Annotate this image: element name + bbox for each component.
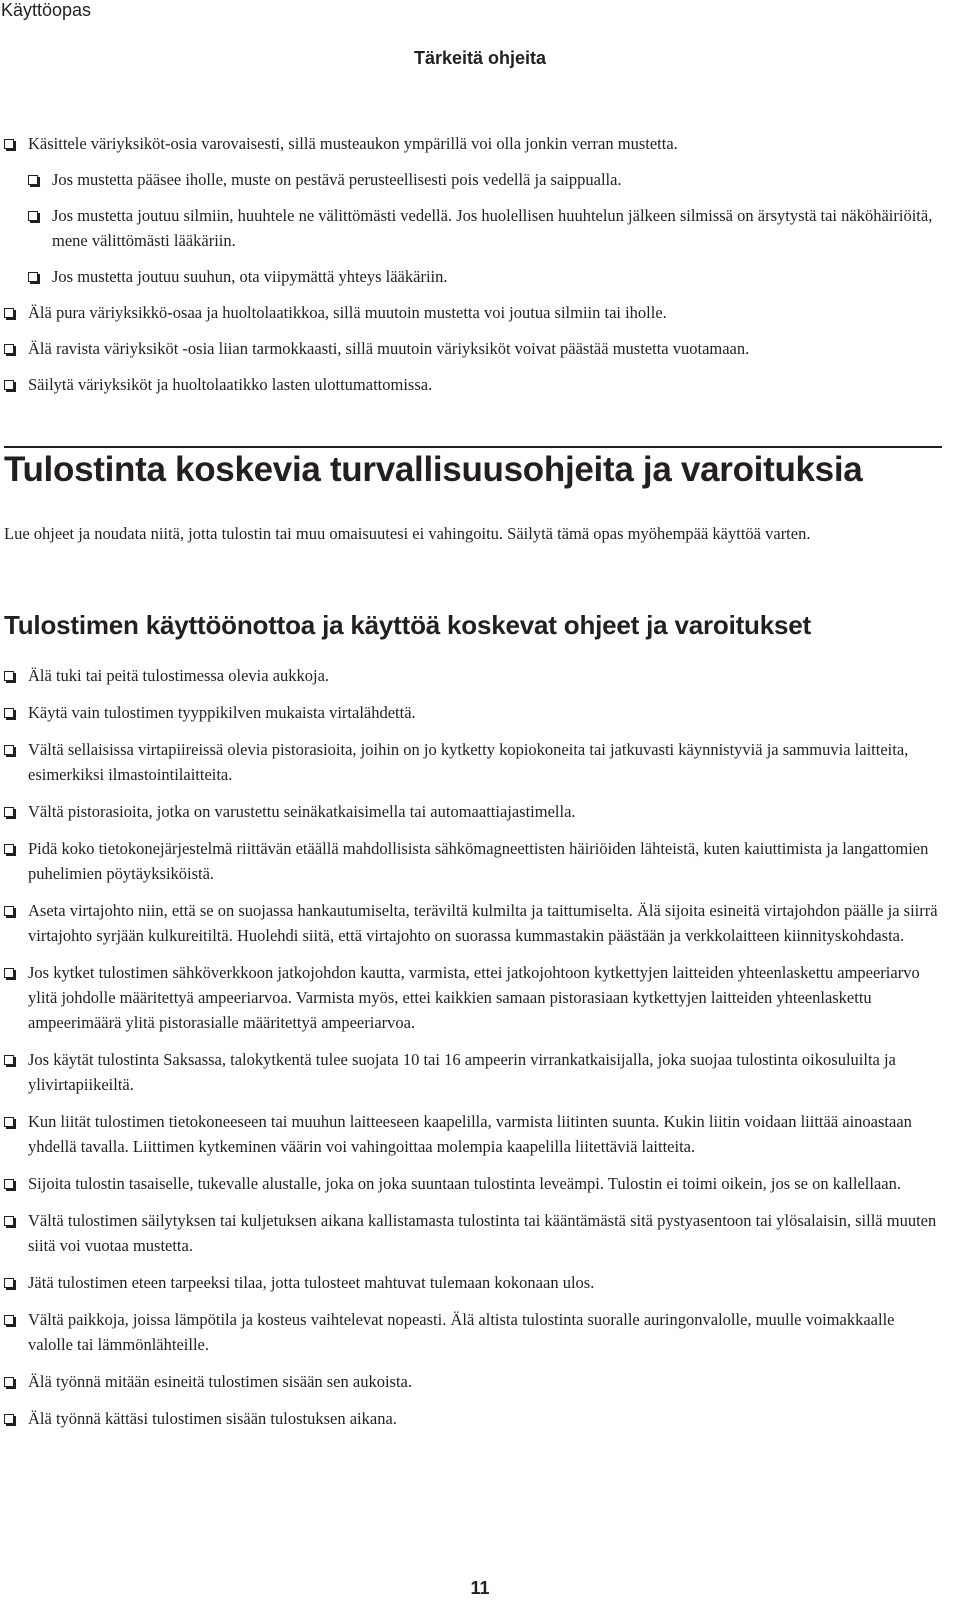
list-item-text: Vältä sellaisissa virtapiireissä olevia pistorasioita, joihin on jo kytketty kopiokoneita tai jatkuvasti käynnistyviä ja sammuvia laitteita, esimerkiksi ilmastointilaitteita. xyxy=(28,740,909,784)
list-item xyxy=(4,1208,942,1258)
list-item-text: Jos mustetta joutuu silmiin, huuhtele ne välittömästi vedellä. Jos huolellisen huuhtelun jälkeen silmissä on ärsytystä tai näköhäiriöitä, mene välittömästi lääkäriin. xyxy=(52,206,933,250)
list-item-text: Jos käytät tulostinta Saksassa, talokytkentä tulee suojata 10 tai 16 ampeerin virrankatkaisijalla, joka suojaa tulostinta oikosuluilta ja ylivirtapiikeiltä. xyxy=(28,1050,896,1094)
list-item-text: Jos mustetta pääsee iholle, muste on pestävä perusteellisesti pois vedellä ja saippualla. xyxy=(52,170,622,189)
list-item xyxy=(28,264,942,289)
list-item xyxy=(28,167,942,192)
checkbox-bullet-icon xyxy=(28,175,38,185)
list-item-text: Säilytä väriyksiköt ja huoltolaatikko lasten ulottumattomissa. xyxy=(28,375,433,394)
section-header: Tärkeitä ohjeita xyxy=(413,48,547,68)
list-item xyxy=(4,898,942,948)
checkbox-bullet-icon xyxy=(4,1216,14,1226)
list-item xyxy=(4,1270,942,1295)
list-item-text: Sijoita tulostin tasaiselle, tukevalle alustalle, joka on joka suuntaan tulostinta leveämpi. Tulostin ei toimi oikein, jos se on kallellaan. xyxy=(28,1174,901,1193)
list-item xyxy=(4,1109,942,1159)
main-heading: Tulostinta koskevia turvallisuusohjeita ja varoituksia xyxy=(4,450,863,489)
intro-paragraph: Lue ohjeet ja noudata niitä, jotta tulostin tai muu omaisuutesi ei vahingoitu. Säilytä tämä opas myöhempää käyttöä varten. xyxy=(4,524,811,543)
checkbox-bullet-icon xyxy=(4,1377,14,1387)
list-item-text: Älä pura väriyksikkö-osaa ja huoltolaatikkoa, sillä muutoin mustetta voi joutua silmiin tai iholle. xyxy=(28,303,667,322)
list-item xyxy=(4,1047,942,1097)
checkbox-bullet-icon xyxy=(4,308,14,318)
list-item-text: Vältä paikkoja, joissa lämpötila ja kosteus vaihtelevat nopeasti. Älä altista tulostinta suoralle auringonvalolle, muulle voimakkaalle valolle tai lämmönlähteille. xyxy=(28,1310,895,1354)
list-item-text: Jätä tulostimen eteen tarpeeksi tilaa, jotta tulosteet mahtuvat tulemaan kokonaan ulos. xyxy=(28,1273,595,1292)
checkbox-bullet-icon xyxy=(4,968,14,978)
sub-heading: Tulostimen käyttöönottoa ja käyttöä koskevat ohjeet ja varoitukset xyxy=(4,610,811,640)
checkbox-bullet-icon xyxy=(4,745,14,755)
checkbox-bullet-icon xyxy=(4,1414,14,1424)
list-item-text: Älä tuki tai peitä tulostimessa olevia aukkoja. xyxy=(28,666,330,685)
checkbox-bullet-icon xyxy=(4,1315,14,1325)
section-divider xyxy=(4,446,942,448)
list-item xyxy=(4,300,942,325)
checkbox-bullet-icon xyxy=(4,906,14,916)
list-item-text: Aseta virtajohto niin, että se on suojassa hankautumiselta, teräviltä kulmilta ja taittumiselta. Älä sijoita esineitä virtajohdon päälle ja siirrä virtajohto syrjään kulkureitiltä. Huolehdi siitä, että virtajohto on suorassa kummastakin päästään ja verkkolaitteen kiinnityskohdasta. xyxy=(28,901,938,945)
checkbox-bullet-icon xyxy=(4,1179,14,1189)
checkbox-bullet-icon xyxy=(4,344,14,354)
checkbox-bullet-icon xyxy=(28,272,38,282)
list-item xyxy=(4,737,942,787)
checkbox-bullet-icon xyxy=(28,211,38,221)
checkbox-bullet-icon xyxy=(4,708,14,718)
list-item xyxy=(4,836,942,886)
list-item-text: Jos mustetta joutuu suuhun, ota viipymättä yhteys lääkäriin. xyxy=(52,267,448,286)
list-item-text: Älä työnnä mitään esineitä tulostimen sisään sen aukoista. xyxy=(28,1372,412,1391)
checkbox-bullet-icon xyxy=(4,671,14,681)
running-header: Käyttöopas xyxy=(1,0,92,20)
list-item xyxy=(4,799,942,824)
list-item xyxy=(4,1171,942,1196)
list-item-text: Jos kytket tulostimen sähköverkkoon jatkojohdon kautta, varmista, ettei jatkojohtoon kytkettyjen laitteiden yhteenlaskettu ampeeriarvo ylitä johdolle määritettyä ampeeriarvoa. Varmista myös, ettei kaikkien samaan pistorasiaan kytkettyjen laitteiden yhteenlaskettu ampeerimäärä ylitä pistorasialle määritettyä ampeeriarvoa. xyxy=(28,963,920,1032)
list-item-text: Älä työnnä kättäsi tulostimen sisään tulostuksen aikana. xyxy=(28,1409,397,1428)
list-item xyxy=(4,1406,942,1431)
page-number: 11 xyxy=(470,1578,490,1598)
list-item xyxy=(4,663,942,688)
list-item xyxy=(28,203,942,253)
list-item-text: Käytä vain tulostimen tyyppikilven mukaista virtalähdettä. xyxy=(28,703,416,722)
list-item-text: Vältä pistorasioita, jotka on varustettu seinäkatkaisimella tai automaattiajastimella. xyxy=(28,802,576,821)
ink-safety-list xyxy=(4,131,942,408)
list-item-text: Käsittele väriyksiköt-osia varovaisesti, sillä musteaukon ympärillä voi olla jonkin verran mustetta. xyxy=(28,134,678,153)
checkbox-bullet-icon xyxy=(4,1055,14,1065)
checkbox-bullet-icon xyxy=(4,1278,14,1288)
list-item xyxy=(4,1369,942,1394)
checkbox-bullet-icon xyxy=(4,139,14,149)
setup-safety-list xyxy=(4,663,942,1443)
list-item-text: Älä ravista väriyksiköt -osia liian tarmokkaasti, sillä muutoin väriyksiköt voivat päästää mustetta vuotamaan. xyxy=(28,339,750,358)
list-item-text: Vältä tulostimen säilytyksen tai kuljetuksen aikana kallistamasta tulostinta tai kääntämästä sitä pystyasentoon tai ylösalaisin, sillä muuten siitä voi vuotaa mustetta. xyxy=(28,1211,937,1255)
checkbox-bullet-icon xyxy=(4,380,14,390)
list-item xyxy=(4,1307,942,1357)
list-item xyxy=(4,372,942,397)
checkbox-bullet-icon xyxy=(4,807,14,817)
checkbox-bullet-icon xyxy=(4,844,14,854)
list-item xyxy=(4,131,942,156)
list-item-text: Pidä koko tietokonejärjestelmä riittävän etäällä mahdollisista sähkömagneettisten häiriöiden lähteistä, kuten kaiuttimista ja langattomien puhelimien pöytäyksiköistä. xyxy=(28,839,929,883)
checkbox-bullet-icon xyxy=(4,1117,14,1127)
list-item xyxy=(4,960,942,1035)
list-item xyxy=(4,336,942,361)
list-item xyxy=(4,700,942,725)
list-item-text: Kun liität tulostimen tietokoneeseen tai muuhun laitteeseen kaapelilla, varmista liitinten suunta. Kukin liitin voidaan liittää ainoastaan yhdellä tavalla. Liittimen kytkeminen väärin voi vahingoittaa molempia kaapelilla liitettäviä laitteita. xyxy=(28,1112,912,1156)
